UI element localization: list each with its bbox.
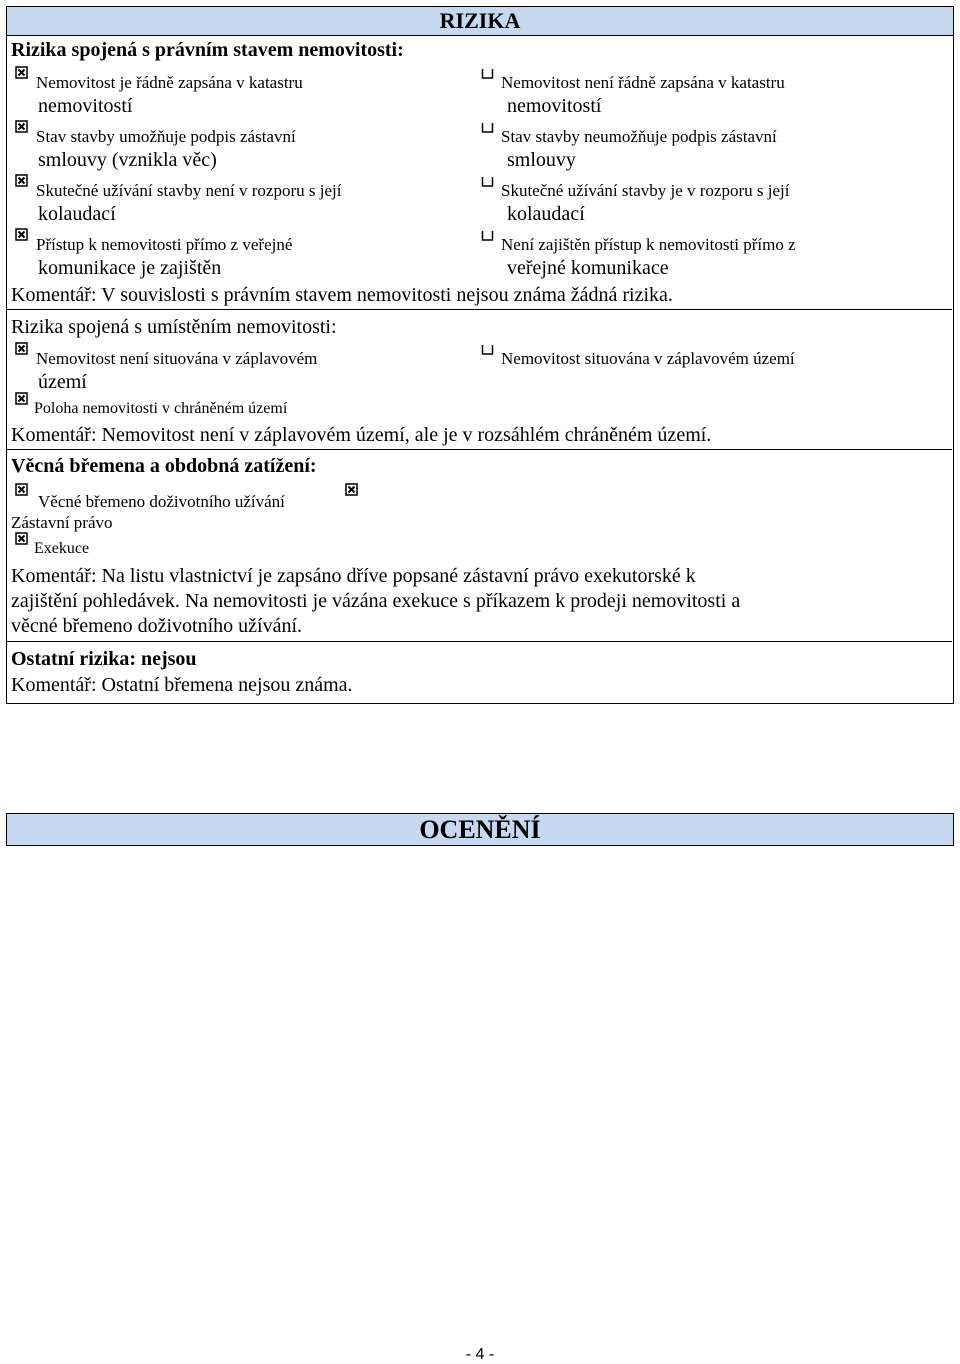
checkbox-legal-7[interactable] (481, 228, 494, 241)
legal-item-6-line2: komunikace je zajištěn (38, 257, 222, 279)
rizika-title-bar (6, 6, 954, 36)
location-comment: Komentář: Nemovitost není v záplavovém území, ale je v rozsáhlém chráněném území. (11, 424, 712, 446)
checkbox-legal-6[interactable] (15, 228, 28, 241)
burdens-comment-line-1: zajištění pohledávek. Na nemovitosti je vázána exekuce s příkazem k prodeji nemovitosti a (11, 590, 741, 612)
divider-3 (7, 641, 952, 642)
oceneni-title-bar (6, 813, 954, 846)
checkbox-legal-1[interactable] (481, 66, 494, 79)
burden-item-1: Zástavní právo (11, 513, 113, 532)
legal-item-4-line2: kolaudací (38, 203, 116, 225)
checkbox-legal-3[interactable] (481, 120, 494, 133)
checkbox-location-2[interactable] (15, 392, 28, 405)
legal-item-2-line1: Stav stavby umožňuje podpis zástavní (36, 127, 296, 146)
burden-item-0: Věcné břemeno doživotního užívání (38, 492, 285, 511)
location-section (7, 311, 952, 449)
divider-2 (7, 449, 952, 450)
checkbox-location-1[interactable] (481, 342, 494, 355)
divider-1 (7, 309, 952, 310)
burdens-comment-line-0: Komentář: Na listu vlastnictví je zapsáno dříve popsané zástavní právo exekutorské k (11, 565, 696, 587)
legal-item-5-line1: Skutečné užívání stavby je v rozporu s její (501, 181, 790, 200)
legal-item-3-line2: smlouvy (507, 149, 576, 171)
checkbox-legal-0[interactable] (15, 66, 28, 79)
other-comment: Komentář: Ostatní břemena nejsou známa. (11, 674, 353, 696)
checkbox-burden-0[interactable] (15, 483, 28, 496)
legal-item-6-line1: Přístup k nemovitosti přímo z veřejné (36, 235, 293, 254)
location-heading: Rizika spojená s umístěním nemovitosti: (11, 316, 337, 338)
location-item-1-line1: Nemovitost situována v záplavovém území (501, 349, 795, 368)
rizika-title: RIZIKA (439, 8, 521, 33)
legal-item-1-line1: Nemovitost není řádně zapsána v katastru (501, 73, 785, 92)
checkbox-legal-4[interactable] (15, 174, 28, 187)
checkbox-burden-1[interactable] (345, 483, 358, 496)
checkbox-location-0[interactable] (15, 342, 28, 355)
legal-item-1-line2: nemovitostí (507, 95, 602, 117)
checkbox-legal-2[interactable] (15, 120, 28, 133)
legal-item-7-line2: veřejné komunikace (507, 257, 669, 279)
legal-item-7-line1: Není zajištěn přístup k nemovitosti přímo z (501, 235, 796, 254)
location-item-0-line2: území (38, 371, 87, 393)
burden-item-2: Exekuce (34, 540, 90, 557)
burdens-comment-line-2: věcné břemeno doživotního užívání. (11, 615, 303, 637)
risk-table (6, 35, 954, 704)
burdens-section (7, 451, 952, 641)
legal-item-3-line1: Stav stavby neumožňuje podpis zástavní (501, 127, 777, 146)
oceneni-title: OCENĚNÍ (419, 815, 541, 844)
burdens-heading: Věcná břemena a obdobná zatížení: (11, 455, 317, 477)
legal-item-0-line2: nemovitostí (38, 95, 133, 117)
legal-heading: Rizika spojená s právním stavem nemovitosti: (11, 39, 404, 61)
checkbox-legal-5[interactable] (481, 174, 494, 187)
legal-item-0-line1: Nemovitost je řádně zapsána v katastru (36, 73, 303, 92)
legal-item-5-line2: kolaudací (507, 203, 585, 225)
legal-item-2-line2: smlouvy (vznikla věc) (38, 149, 217, 171)
other-heading: Ostatní rizika: nejsou (11, 648, 197, 670)
page-number: - 4 - (465, 1346, 495, 1363)
legal-item-4-line1: Skutečné užívání stavby není v rozporu s její (36, 181, 342, 200)
checkbox-burden-2[interactable] (15, 532, 28, 545)
location-item-0-line1: Nemovitost není situována v záplavovém (36, 349, 318, 368)
other-section (7, 643, 952, 703)
location-item-2-line1: Poloha nemovitosti v chráněném území (34, 400, 288, 417)
legal-comment: Komentář: V souvislosti s právním stavem nemovitosti nejsou známa žádná rizika. (11, 284, 673, 306)
legal-section (7, 35, 952, 310)
